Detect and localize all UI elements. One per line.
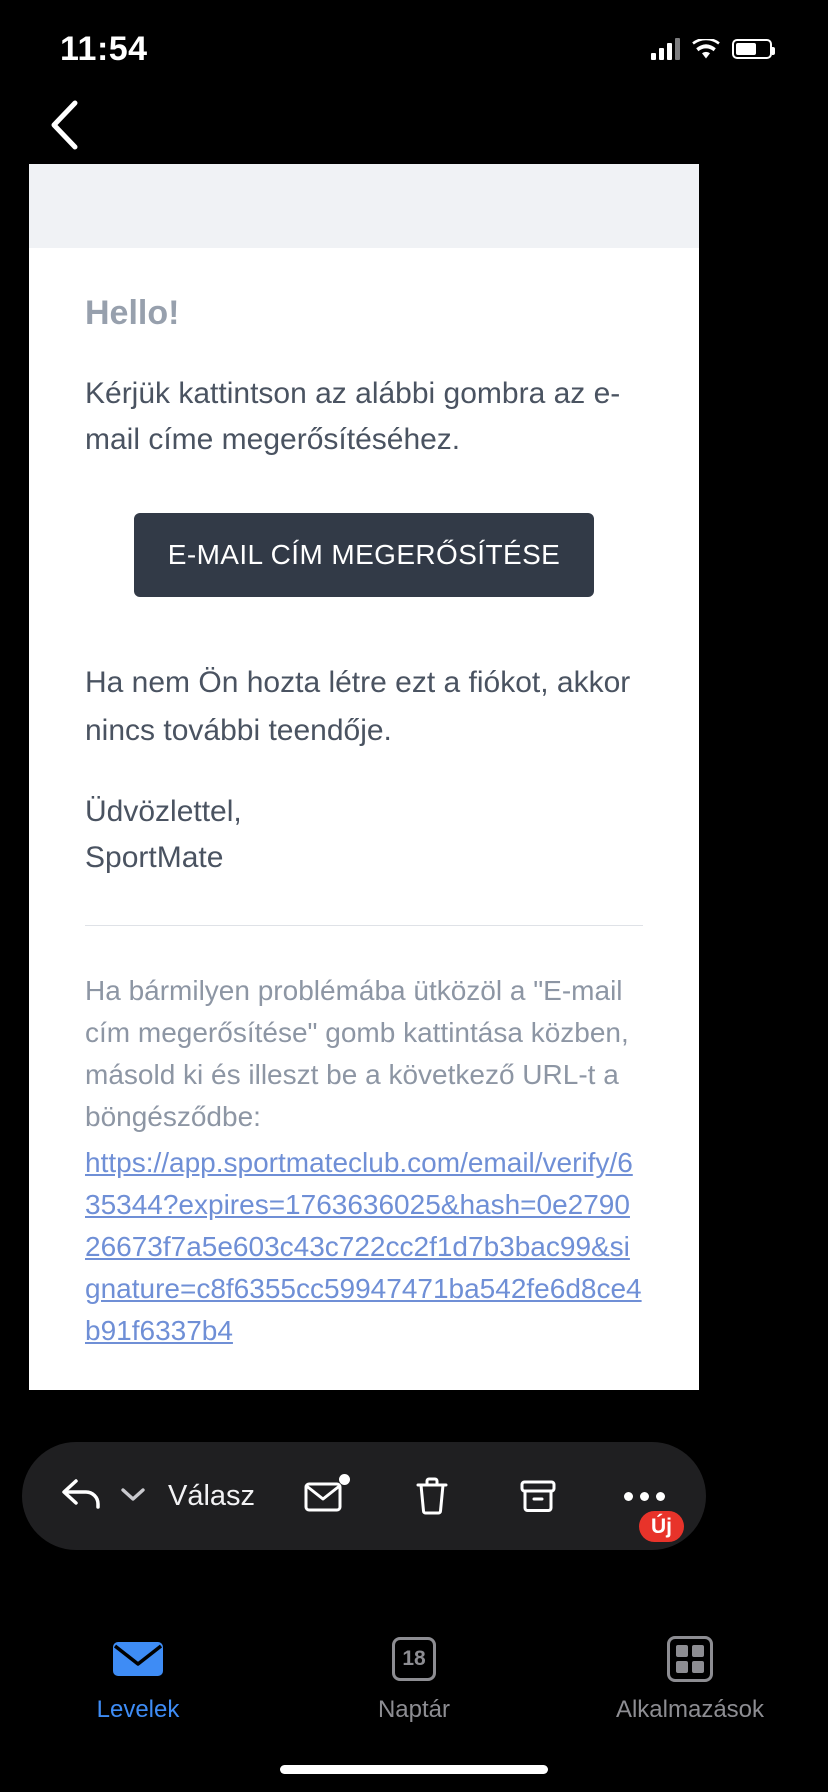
new-badge[interactable]: Új xyxy=(639,1511,684,1542)
tab-mail[interactable] xyxy=(0,1634,276,1724)
email-greeting: Hello! xyxy=(85,294,180,332)
verification-url-link[interactable]: https://app.sportmateclub.com/email/verify/635344?expires=1763636025&hash=0e279026673f7a5e603c43c722cc2f1d7b3bac99&signature=c8f6355cc59947471ba542fe6d8ce4b91f6337b4 xyxy=(85,1147,642,1346)
verify-email-button[interactable]: E-MAIL CÍM MEGERŐSÍTÉSE xyxy=(134,513,594,597)
reply-arrow-icon[interactable] xyxy=(60,1475,104,1518)
tab-calendar-label: Naptár xyxy=(377,1696,451,1723)
tab-calendar[interactable] xyxy=(276,1634,552,1724)
chevron-down-icon[interactable] xyxy=(120,1485,146,1508)
reply-label: Válasz xyxy=(168,1479,256,1512)
apps-grid-icon xyxy=(667,1634,713,1684)
wifi-icon xyxy=(692,39,720,60)
home-indicator[interactable] xyxy=(280,1765,548,1774)
email-notice-text: Ha nem Ön hozta létre ezt a fiókot, akkor nincs további teendője. xyxy=(85,666,631,747)
trash-icon[interactable] xyxy=(408,1472,456,1520)
archive-box-icon[interactable] xyxy=(514,1472,562,1520)
unread-dot-badge xyxy=(339,1474,350,1485)
tab-mail-label: Levelek xyxy=(96,1696,180,1723)
navigation-bar xyxy=(0,86,828,164)
email-content xyxy=(29,248,699,1352)
content-divider xyxy=(85,925,643,926)
email-header-band xyxy=(29,164,699,248)
signoff-line-1: Üdvözlettel, xyxy=(85,795,242,828)
signal-bars-icon xyxy=(651,38,680,60)
cta-container xyxy=(85,513,643,597)
email-intro-text: Kérjük kattintson az alábbi gombra az e-mail címe megerősítéséhez. xyxy=(85,377,621,456)
chevron-left-icon xyxy=(47,98,81,152)
back-button[interactable] xyxy=(34,95,94,155)
status-time: 11:54 xyxy=(60,29,148,68)
email-signoff xyxy=(85,789,643,881)
battery-icon xyxy=(732,39,772,59)
status-indicators xyxy=(651,38,772,60)
tab-apps-label: Alkalmazások xyxy=(615,1696,765,1723)
tab-apps[interactable] xyxy=(552,1634,828,1724)
calendar-icon xyxy=(392,1634,436,1684)
mark-unread-envelope-icon[interactable] xyxy=(302,1472,350,1520)
signoff-line-2: SportMate xyxy=(85,841,224,874)
reply-control[interactable] xyxy=(60,1475,255,1518)
toolbar-icons xyxy=(302,1472,668,1520)
status-bar xyxy=(0,0,828,86)
mail-action-toolbar xyxy=(22,1442,706,1550)
email-fineprint: Ha bármilyen problémába ütközöl a "E-mail cím megerősítése" gomb kattintása közben, másold ki és illeszt be a következő URL-t a böngésződbe: xyxy=(85,975,629,1132)
email-body-card xyxy=(29,164,699,1390)
mail-envelope-icon xyxy=(111,1634,165,1684)
calendar-day-number: 18 xyxy=(392,1637,436,1681)
